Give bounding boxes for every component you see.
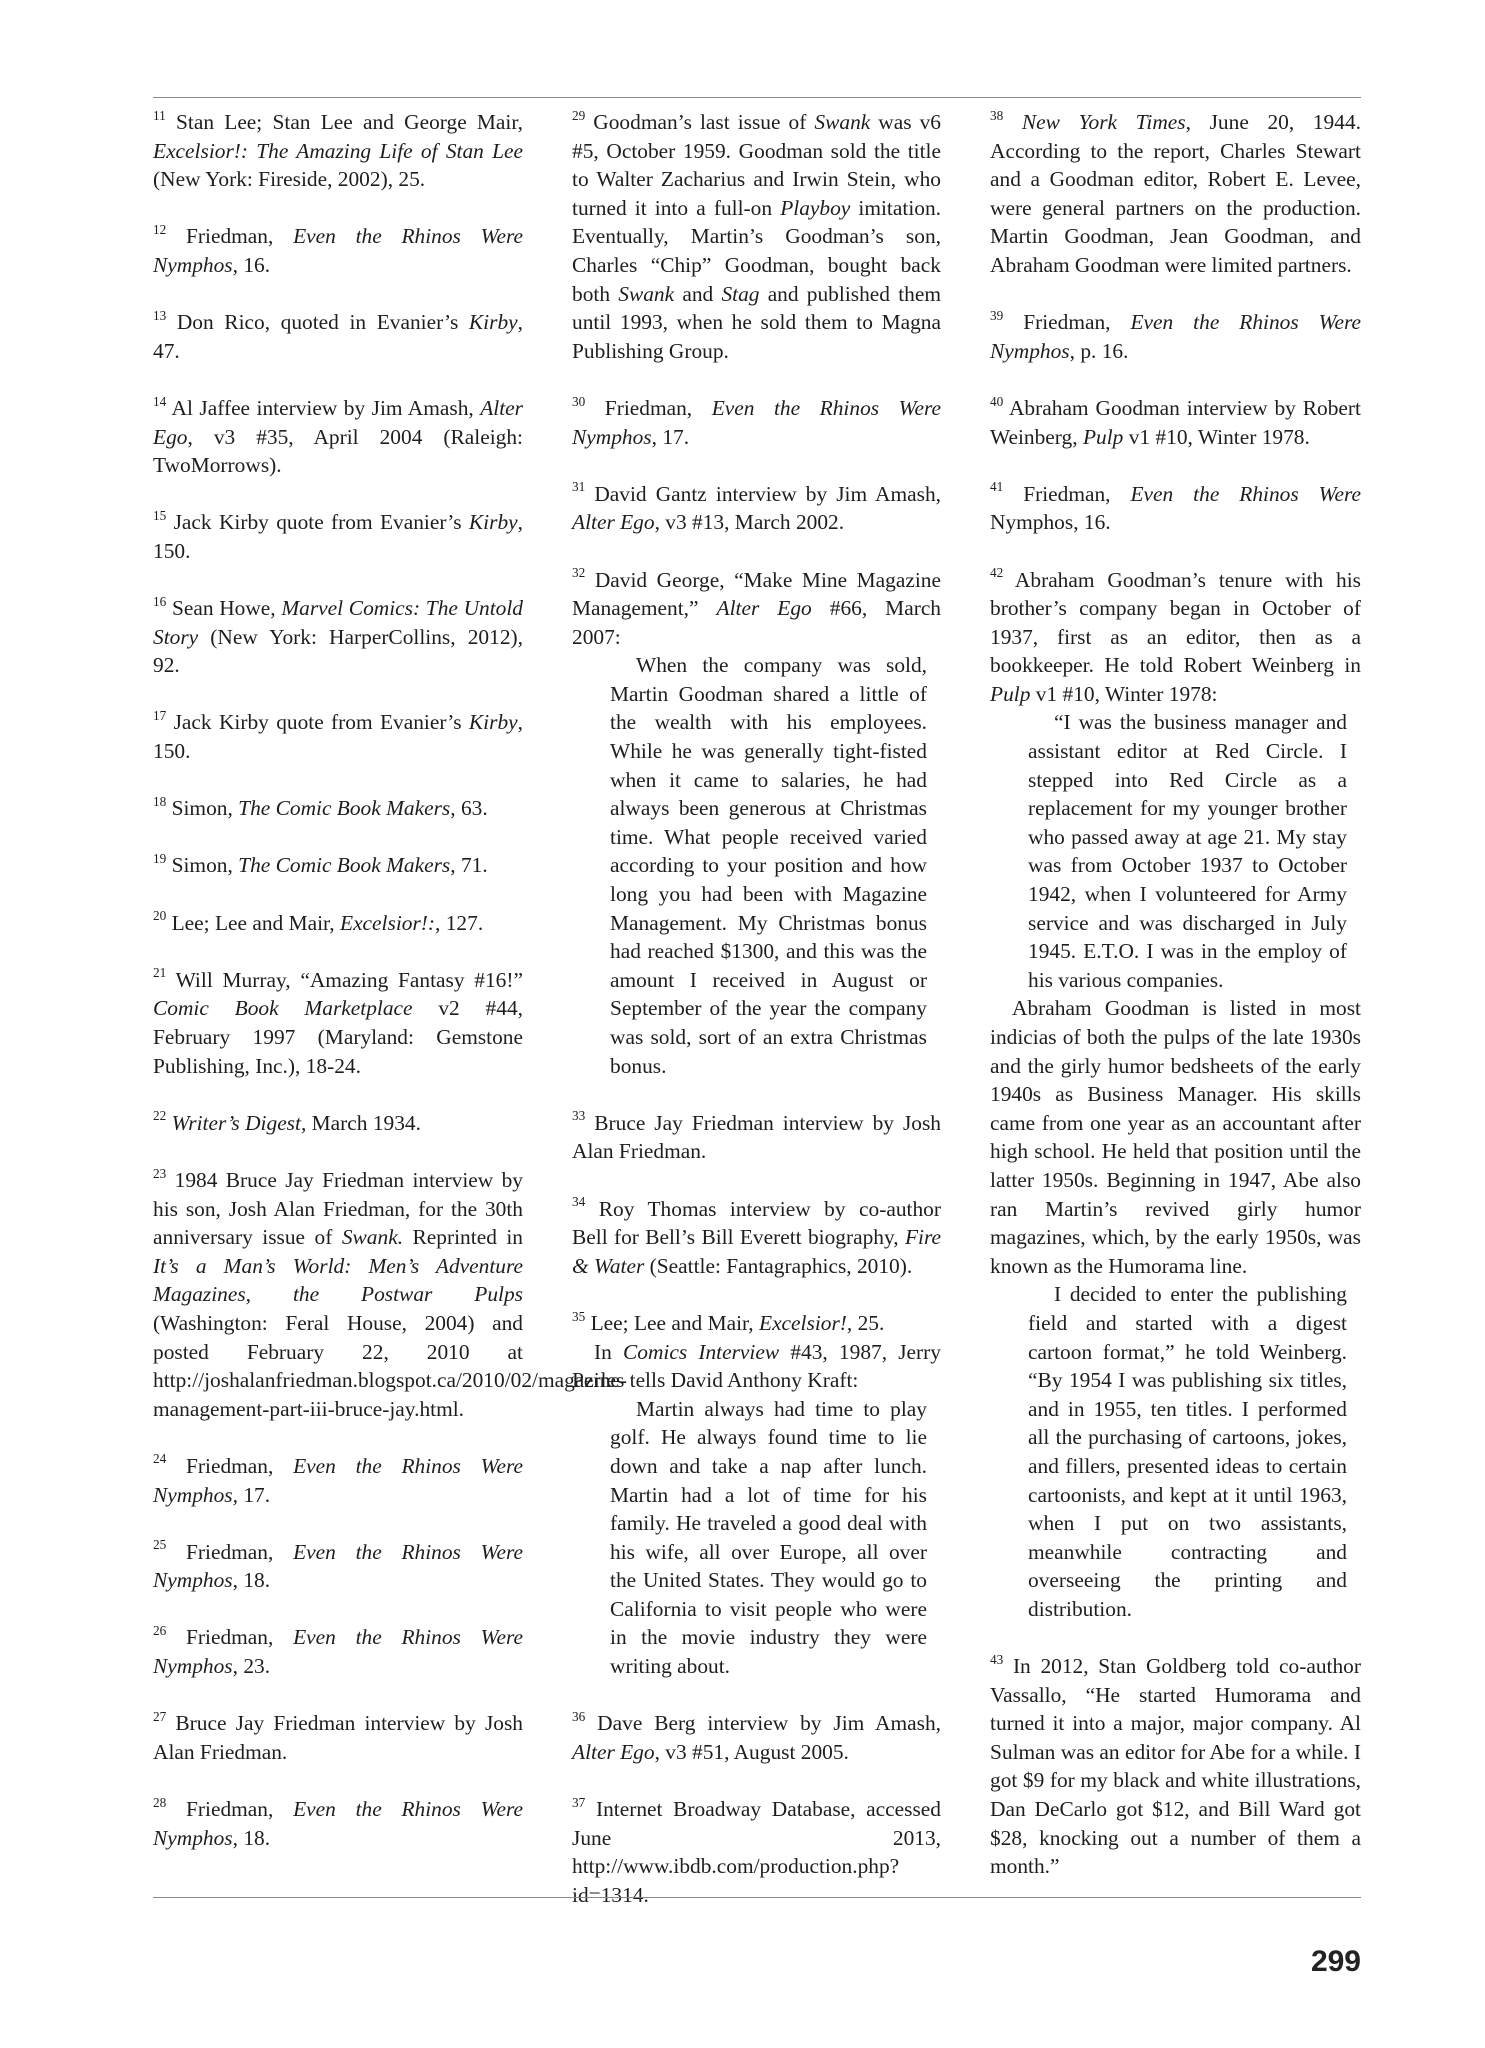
footnote-42: $^{42}$ Abraham Goodman’s tenure with his brother’s company began in October of 1937, first as an editor, then as a bookkeeper. He told Robert Weinberg in Pulp v1 #10, Winter 1978: — [990, 565, 1361, 706]
footnote-16: $^{16}$ Sean Howe, Marvel Comics: The Untold Story (New York: HarperCollins, 2012), 92. — [153, 593, 523, 678]
footnote-number: 37 — [572, 1794, 586, 1810]
block-quote — [572, 651, 941, 1080]
footnote-number: 11 — [153, 107, 166, 123]
footnote-24: $^{24}$ Friedman, Even the Rhinos Were Nymphos, 17. — [153, 1451, 523, 1507]
footnote-15: $^{15}$ Jack Kirby quote from Evanier’s Kirby, 150. — [153, 507, 523, 563]
footnote-number: 32 — [572, 565, 586, 581]
footnote-number: 36 — [572, 1708, 586, 1724]
footnote-number: 33 — [572, 1108, 586, 1124]
footnote-number: 38 — [990, 107, 1004, 123]
footnote-number: 43 — [990, 1651, 1004, 1667]
footnote-number: 17 — [153, 708, 167, 724]
footnote-27: $^{27}$ Bruce Jay Friedman interview by Josh Alan Friedman. — [153, 1708, 523, 1764]
footnote-18: $^{18}$ Simon, The Comic Book Makers, 63. — [153, 793, 488, 821]
footnote-36: $^{36}$ Dave Berg interview by Jim Amash, Alter Ego, v3 #51, August 2005. — [572, 1708, 941, 1764]
footnote-35: $^{35}$ Lee; Lee and Mair, Excelsior!, 25. — [572, 1308, 885, 1335]
block-quote — [990, 1280, 1361, 1623]
footnote-number: 16 — [153, 593, 167, 609]
footnote-number: 39 — [990, 307, 1004, 323]
footnote-number: 12 — [153, 221, 167, 237]
footnote-26: $^{26}$ Friedman, Even the Rhinos Were Nymphos, 23. — [153, 1623, 523, 1679]
footnote-37: $^{37}$ Internet Broadway Database, accessed June 2013, http://www.ibdb.com/production.php?id=1314. — [572, 1794, 941, 1907]
notes-column-2 — [572, 107, 942, 1907]
footnote-30: $^{30}$ Friedman, Even the Rhinos Were Nymphos, 17. — [572, 393, 942, 449]
block-quote-text: When the company was sold, Martin Goodman shared a little of the wealth with his employees. While he was generally tight-fisted when it came to salaries, he had always been generous at Christmas time. What people received varied according to your position and how long you had been with Magazine Management. My Christmas bonus had reached $1300, and this was the amount I received in August or September of the year the company was sold, sort of an extra Christmas bonus. — [610, 653, 927, 1078]
footnote-number: 13 — [153, 307, 167, 323]
footnote-number: 21 — [153, 965, 167, 981]
footnote-20: $^{20}$ Lee; Lee and Mair, Excelsior!:, 127. — [153, 908, 484, 935]
footnote-25: $^{25}$ Friedman, Even the Rhinos Were Nymphos, 18. — [153, 1537, 523, 1593]
footnote-41: $^{41}$ Friedman, Even the Rhinos Were Nymphos, 16. — [990, 479, 1362, 535]
footnote-number: 34 — [572, 1194, 586, 1210]
footnote-38: $^{38}$ New York Times, June 20, 1944. According to the report, Charles Stewart and a Goodman editor, Robert E. Levee, were general partners on the production. Martin Goodman, Jean Goodman, and Abraham Goodman were limited partners. — [990, 107, 1361, 277]
block-quote-text: Martin always had time to play golf. He always found time to lie down and take a nap after lunch. Martin had a lot of time for his family. He traveled a good deal with his wife, all over Europe, all over the United States. They would go to California to visit people who were in the movie industry they were writing about. — [610, 1396, 927, 1679]
footnote-33: $^{33}$ Bruce Jay Friedman interview by Josh Alan Friedman. — [572, 1108, 941, 1164]
notes-column-3 — [990, 108, 1361, 1888]
footnote-number: 27 — [153, 1708, 167, 1724]
footnote-21: $^{21}$ Will Murray, “Amazing Fantasy #16!” Comic Book Marketplace v2 #44, February 1997 (Maryland: Gemstone Publishing, Inc.), 18-24. — [153, 965, 523, 1078]
footnote-number: 41 — [990, 479, 1004, 495]
footnote-34: $^{34}$ Roy Thomas interview by co-author Bell for Bell’s Bill Everett biography, Fire & Water (Seattle: Fantagraphics, 2010). — [572, 1194, 941, 1278]
footnote-number: 15 — [153, 507, 167, 523]
footnote-28: $^{28}$ Friedman, Even the Rhinos Were Nymphos, 18. — [153, 1794, 523, 1850]
footnote-17: $^{17}$ Jack Kirby quote from Evanier’s Kirby, 150. — [153, 708, 523, 764]
footnote-12: $^{12}$ Friedman, Even the Rhinos Were Nymphos, 16. — [153, 221, 523, 277]
page-number: 299 — [1310, 1945, 1361, 1978]
footnote-19: $^{19}$ Simon, The Comic Book Makers, 71. — [153, 851, 488, 878]
footnote-40: $^{40}$ Abraham Goodman interview by Robert Weinberg, Pulp v1 #10, Winter 1978. — [990, 393, 1361, 449]
footnote-number: 26 — [153, 1623, 167, 1639]
footnote-number: 25 — [153, 1537, 167, 1553]
footnote-number: 30 — [572, 393, 586, 409]
footnote-32: $^{32}$ David George, “Make Mine Magazine Management,” Alter Ego #66, March 2007: — [572, 565, 942, 649]
block-quote — [572, 1395, 941, 1681]
footnote-number: 14 — [153, 393, 167, 409]
footnote-23: $^{23}$ 1984 Bruce Jay Friedman interview by his son, Josh Alan Friedman, for the 30th anniversary issue of Swank. Reprinted in It’s a Man’s World: Men’s Adventure Magazines, the Postwar Pulps (Washington: Feral House, 2004) and posted February 22, 2010 at http://joshalanfriedman.blogspot.ca/2010/02/magazine-management-part-iii-bruce-jay.html. — [153, 1165, 628, 1421]
footnote-number: 22 — [153, 1108, 167, 1124]
note-continuation: Abraham Goodman is listed in most indicias of both the pulps of the late 1930s and the girly humor bedsheets of the early 1940s as Business Manager. His skills came from one year as an accountant after high school. He held that position until the latter 1950s. Beginning in 1947, Abe also ran Martin’s revived girly humor magazines, which, by the early 1950s, was known as the Humorama line. — [990, 996, 1361, 1278]
note-continuation: In Comics Interview #43, 1987, Jerry Perles tells David Anthony Kraft: — [572, 1339, 941, 1393]
footnote-number: 40 — [990, 393, 1004, 409]
block-quote-text: “I was the business manager and assistant editor at Red Circle. I stepped into Red Circle as a replacement for my younger brother who passed away at age 21. My stay was from October 1937 to October 1942, when I volunteered for Army service and was discharged in July 1945. E.T.O. I was in the employ of his various companies. — [1028, 710, 1347, 992]
footnote-39: $^{39}$ Friedman, Even the Rhinos Were Nymphos, p. 16. — [990, 307, 1362, 363]
footnote-number: 29 — [572, 107, 586, 123]
footnote-31: $^{31}$ David Gantz interview by Jim Amash, Alter Ego, v3 #13, March 2002. — [572, 479, 941, 535]
footnote-number: 20 — [153, 908, 167, 924]
footnote-11: $^{11}$ Stan Lee; Stan Lee and George Mair, Excelsior!: The Amazing Life of Stan Lee (New York: Fireside, 2002), 25. — [153, 107, 523, 192]
footnote-number: 31 — [572, 479, 586, 495]
bottom-rule — [153, 1897, 1361, 1898]
footnote-22: $^{22}$ Writer’s Digest, March 1934. — [153, 1108, 421, 1135]
top-rule — [153, 97, 1361, 98]
footnote-number: 23 — [153, 1165, 167, 1181]
footnote-number: 18 — [153, 793, 167, 809]
block-quote-text: I decided to enter the publishing field and started with a digest cartoon format,” he told Weinberg. “By 1954 I was publishing six titles, and in 1955, ten titles. I performed all the purchasing of cartoons, jokes, and fillers, presented ideas to certain cartoonists, and kept at it until 1963, when I put on two assistants, meanwhile contracting and overseeing the printing and distribution. — [1028, 1282, 1347, 1621]
footnote-14: $^{14}$ Al Jaffee interview by Jim Amash, Alter Ego, v3 #35, April 2004 (Raleigh: TwoMorrows). — [153, 393, 523, 478]
footnote-number: 28 — [153, 1794, 167, 1810]
footnote-number: 24 — [153, 1451, 167, 1467]
footnote-number: 42 — [990, 565, 1004, 581]
footnote-number: 19 — [153, 851, 167, 866]
footnote-13: $^{13}$ Don Rico, quoted in Evanier’s Kirby, 47. — [153, 307, 523, 363]
footnote-number: 35 — [572, 1308, 586, 1324]
block-quote — [990, 708, 1361, 994]
footnote-43: $^{43}$ In 2012, Stan Goldberg told co-author Vassallo, “He started Humorama and turned it into a major, major company. Al Sulman was an editor for Abe for a while. I got $9 for my black and white illustrations, Dan DeCarlo got $12, and Bill Ward got $28, knocking out a number of them a month.” — [990, 1651, 1361, 1879]
footnote-29: $^{29}$ Goodman’s last issue of Swank was v6 #5, October 1959. Goodman sold the title to Walter Zacharius and Irwin Stein, who turned it into a full-on Playboy imitation. Eventually, Martin’s Goodman’s son, Charles “Chip” Goodman, bought back both Swank and Stag and published them until 1993, when he sold them to Magna Publishing Group. — [572, 107, 942, 363]
